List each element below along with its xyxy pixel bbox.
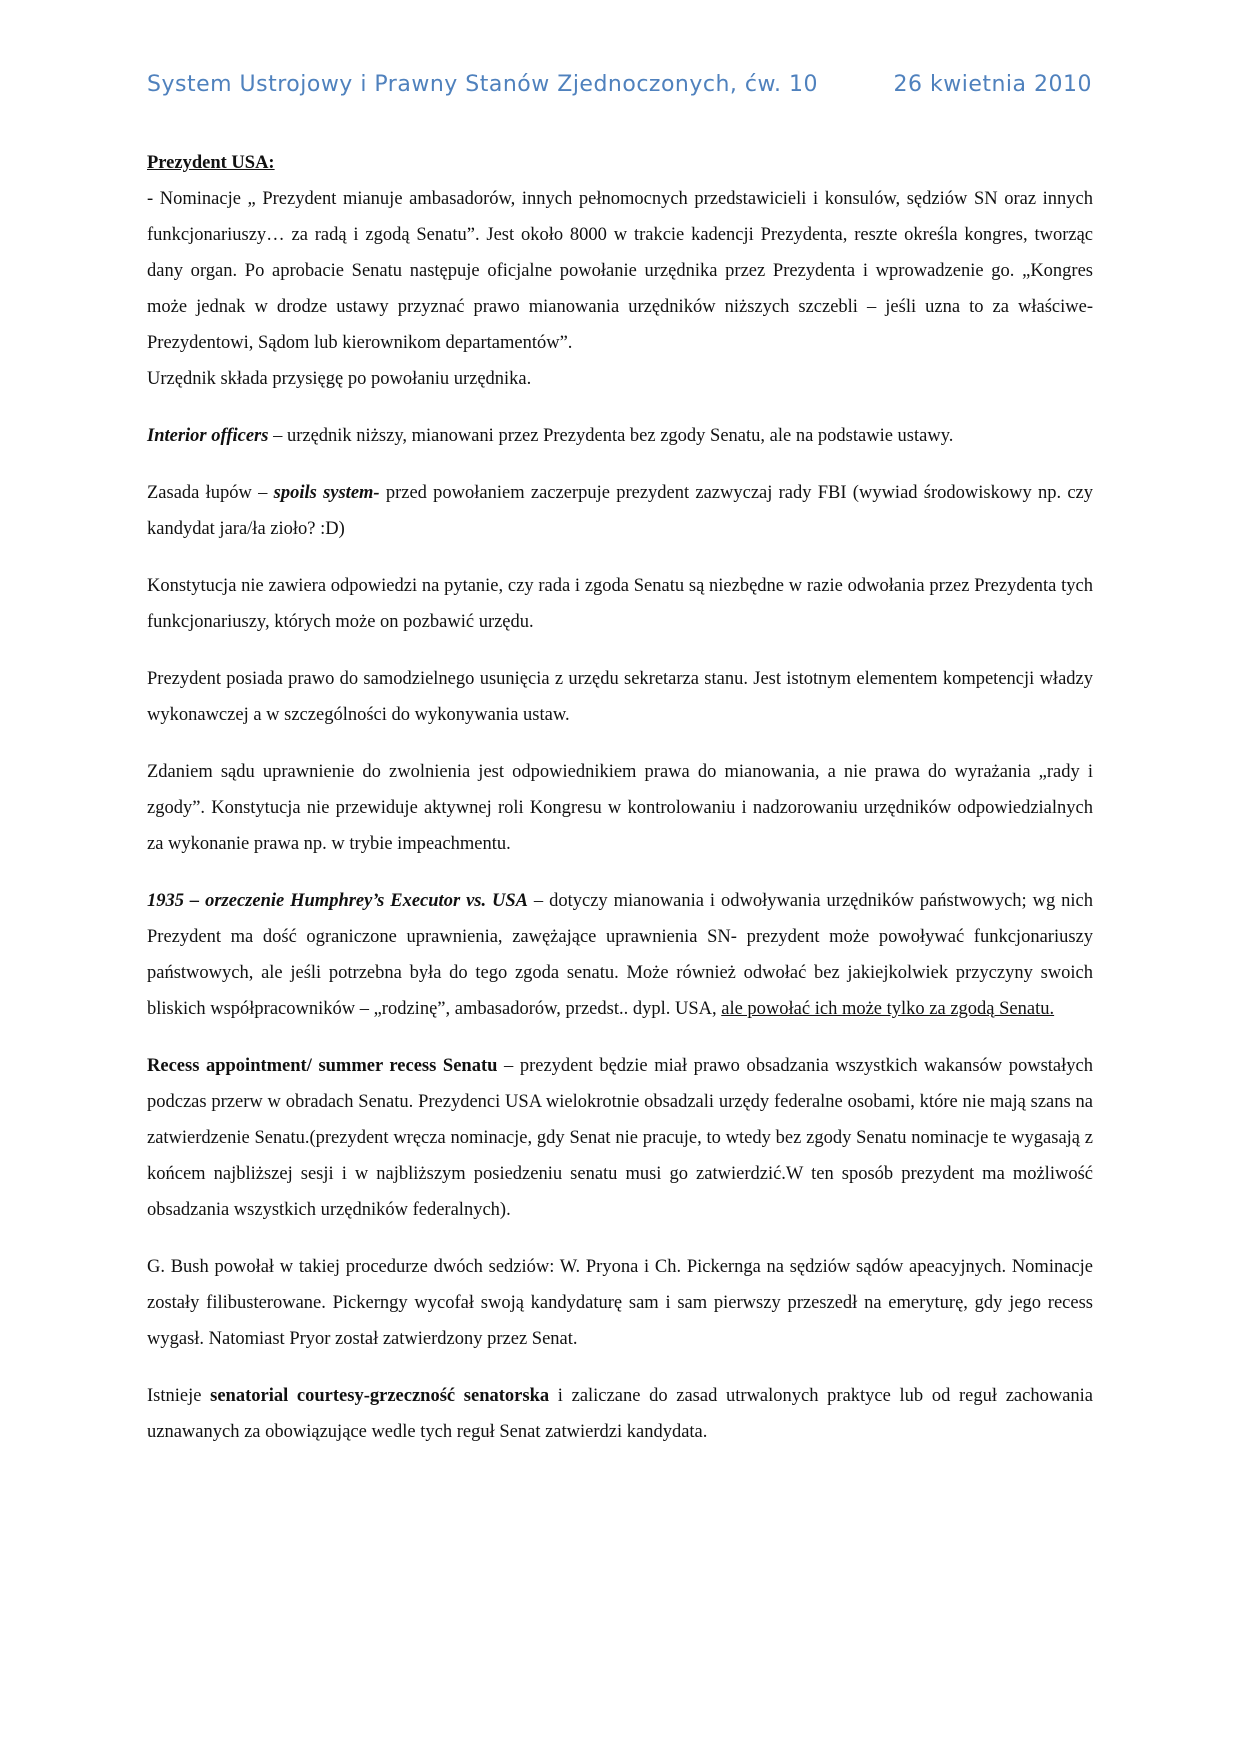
section-heading-block	[147, 145, 1093, 181]
page-header	[147, 72, 1092, 112]
term-interior-officers: Interior officers	[147, 426, 269, 446]
interior-officers-text: – urzędnik niższy, mianowani przez Prezydenta bez zgody Senatu, ale na podstawie ustawy.	[268, 426, 954, 446]
document-body	[147, 145, 1093, 1471]
paragraph-bush-example: G. Bush powołał w takiej procedurze dwóch sedziów: W. Pryona i Ch. Pickernga na sędziów sądów apeacyjnych. Nominacje zostały filibusterowane. Pickerngy wycofał swoją kandydaturę sam i sam pierwszy przeszedł na emeryturę, gdy jego recess wygasł. Natomiast Pryor został zatwierdzony przez Senat.	[147, 1257, 1093, 1349]
term-humphreys-executor: 1935 – orzeczenie Humphrey’s Executor vs. USA	[147, 891, 529, 911]
paragraph-constitution-removal: Konstytucja nie zawiera odpowiedzi na pytanie, czy rada i zgoda Senatu są niezbędne w razie odwołania przez Prezydenta tych funkcjonariuszy, których może on pozbawić urzędu.	[147, 576, 1093, 632]
term-spoils-system: spoils system-	[273, 483, 380, 503]
paragraph-court-opinion: Zdaniem sądu uprawnienie do zwolnienia jest odpowiednikiem prawa do mianowania, a nie prawa do wyrażania „rady i zgody”. Konstytucja nie przewiduje aktywnej roli Kongresu w kontrolowaniu i nadzorowaniu urzędników odpowiedzialnych za wykonanie prawa np. w trybie impeachmentu.	[147, 762, 1093, 854]
paragraph-interior-officers	[147, 418, 1093, 454]
paragraph-humphreys-executor	[147, 883, 1093, 1027]
paragraph-secretary-removal: Prezydent posiada prawo do samodzielnego usunięcia z urzędu sekretarza stanu. Jest istotnym elementem kompetencji władzy wykonawczej a w szczególności do wykonywania ustaw.	[147, 669, 1093, 725]
humphreys-underlined: ale powołać ich może tylko za zgodą Senatu.	[721, 999, 1055, 1019]
term-recess-appointment: Recess appointment/ summer recess Senatu	[147, 1056, 498, 1076]
paragraph-nominations: - Nominacje „ Prezydent mianuje ambasadorów, innych pełnomocnych przedstawicieli i konsulów, sędziów SN oraz innych funkcjonariuszy… za radą i zgodą Senatu”. Jest około 8000 w trakcie kadencji Prezydenta, reszte określa kongres, tworząc dany organ. Po aprobacie Senatu następuje oficjalne powołanie urzędnika przez Prezydenta i wprowadzenie go. „Kongres może jednak w drodze ustawy przyznać prawo mianowania urzędników niższych szczebli – jeśli uzna to za właściwe- Prezydentowi, Sądom lub kierownikom departamentów”.	[147, 189, 1093, 353]
section-heading: Prezydent USA:	[147, 153, 275, 173]
term-senatorial-courtesy: senatorial courtesy-grzeczność senatorska	[210, 1386, 550, 1406]
document-date: 26 kwietnia 2010	[893, 72, 1092, 97]
humphreys-text: – dotyczy mianowania i odwoływania urzędników państwowych; wg nich Prezydent ma dość ograniczone uprawnienia, zawężające uprawnienia SN- prezydent może powoływać funkcjonariuszy państwowych, ale jeśli potrzebna była do tego zgoda senatu. Może również odwołać bez jakiejkolwiek przyczyny swoich bliskich współpracowników – „rodzinę”, ambasadorów, przedst.. dypl. USA,	[147, 891, 1093, 1019]
courtesy-text: i zaliczane do zasad utrwalonych praktyce lub od reguł zachowania uznawanych za obowiązujące wedle tych reguł Senat zatwierdzi kandydata.	[147, 1386, 1094, 1442]
spoils-lead: Zasada łupów –	[147, 483, 274, 503]
document-title: System Ustrojowy i Prawny Stanów Zjednoczonych, ćw. 10	[147, 72, 818, 97]
paragraph-senatorial-courtesy	[147, 1378, 1093, 1450]
courtesy-lead: Istnieje	[147, 1386, 211, 1406]
paragraph-oath: Urzędnik składa przysięgę po powołaniu urzędnika.	[147, 369, 532, 389]
paragraph-recess-appointment	[147, 1048, 1093, 1228]
paragraph-spoils-system	[147, 475, 1093, 547]
spoils-text: przed powołaniem zaczerpuje prezydent zazwyczaj rady FBI (wywiad środowiskowy np. czy kandydat jara/ła zioło? :D)	[147, 483, 1093, 539]
recess-text: – prezydent będzie miał prawo obsadzania wszystkich wakansów powstałych podczas przerw w obradach Senatu. Prezydenci USA wielokrotnie obsadzali urzędy federalne osobami, które nie mają szans na zatwierdzenie Senatu.(prezydent wręcza nominacje, gdy Senat nie pracuje, to wtedy bez zgody Senatu nominacje te wygasają z końcem najbliższej sesji i w najbliższym posiedzeniu senatu musi go zatwierdzić.W ten sposób prezydent ma możliwość obsadzania wszystkich urzędników federalnych).	[147, 1056, 1093, 1220]
